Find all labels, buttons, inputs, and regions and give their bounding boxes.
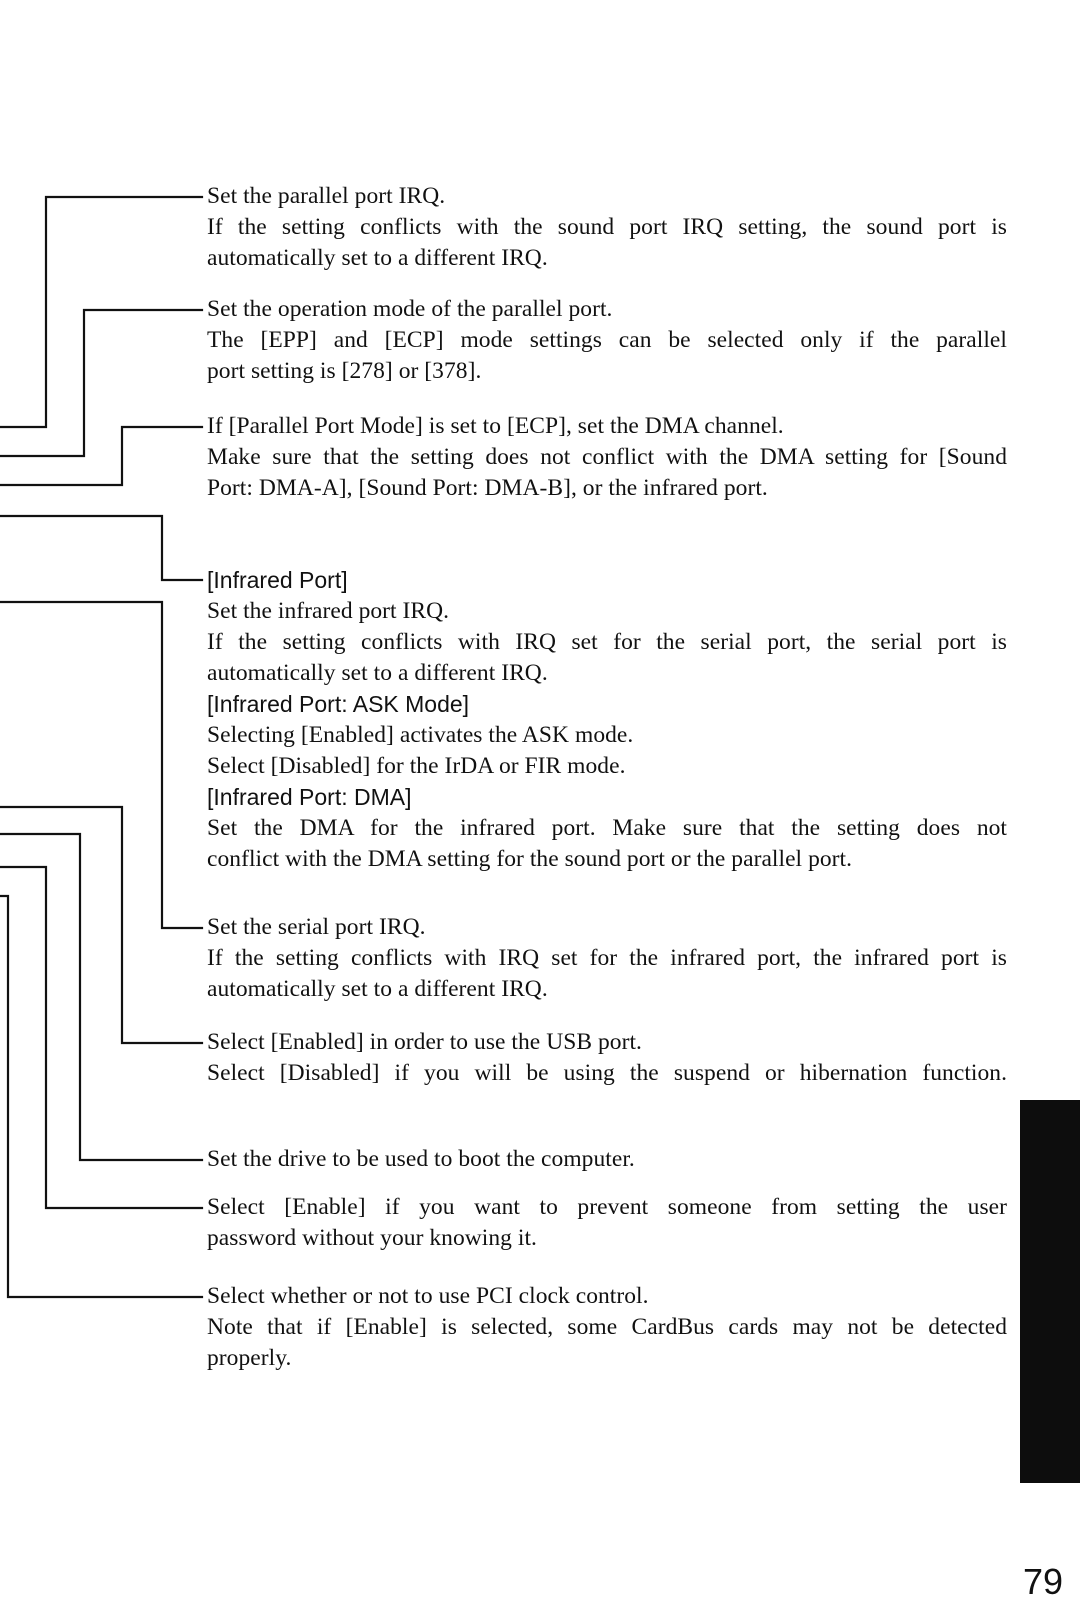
text-line: automatically set to a different IRQ.	[207, 245, 548, 271]
serial-port-irq-description	[207, 912, 1007, 1005]
text-line: Select whether or not to use PCI clock control.	[207, 1283, 649, 1309]
text-line: Set the drive to be used to boot the computer.	[207, 1146, 635, 1172]
text-line: conflict with the DMA setting for the sound port or the parallel port.	[207, 846, 853, 872]
text-line: Select [Disabled] for the IrDA or FIR mode.	[207, 753, 626, 779]
user-password-description	[207, 1192, 1007, 1254]
text-line: Set the operation mode of the parallel port.	[207, 296, 613, 322]
text-line: The [EPP] and [ECP] mode settings can be selected only if the parallel	[207, 327, 1007, 353]
text-line: Note that if [Enable] is selected, some CardBus cards may not be detected	[207, 1314, 1007, 1340]
text-line: Selecting [Enabled] activates the ASK mode.	[207, 722, 634, 748]
text-line: Port: DMA-A], [Sound Port: DMA-B], or the infrared port.	[207, 475, 768, 501]
text-line: Set the DMA for the infrared port. Make sure that the setting does not	[207, 815, 1007, 841]
boot-drive-description	[207, 1144, 1007, 1175]
leader-usb	[0, 807, 202, 1043]
usb-port-description	[207, 1027, 1007, 1089]
infrared-port-description	[207, 565, 1007, 875]
leader-parallel-irq	[0, 197, 202, 427]
chapter-thumb-tab	[1020, 1100, 1080, 1483]
pci-clock-description	[207, 1281, 1007, 1374]
page-number: 79	[1022, 1561, 1063, 1602]
leader-pci-clock	[0, 896, 202, 1297]
text-line: If the setting conflicts with the sound port IRQ setting, the sound port is	[207, 214, 1007, 240]
ask-mode-heading: [Infrared Port: ASK Mode]	[207, 691, 470, 717]
text-line: Make sure that the setting does not conflict with the DMA setting for [Sound	[207, 444, 1007, 470]
text-line: Select [Enabled] in order to use the USB port.	[207, 1029, 642, 1055]
text-line: automatically set to a different IRQ.	[207, 976, 548, 1002]
text-line: password without your knowing it.	[207, 1225, 537, 1251]
text-line: properly.	[207, 1345, 292, 1371]
infrared-dma-heading: [Infrared Port: DMA]	[207, 784, 412, 810]
parallel-port-mode-description	[207, 294, 1007, 387]
leader-serial-irq	[0, 602, 202, 928]
parallel-port-irq-description	[207, 181, 1007, 274]
text-line: port setting is [278] or [378].	[207, 358, 482, 384]
text-line: If the setting conflicts with IRQ set for the infrared port, the infrared port is	[207, 945, 1007, 971]
text-line: Select [Disabled] if you will be using the suspend or hibernation function.	[207, 1060, 1007, 1086]
text-line: Set the parallel port IRQ.	[207, 183, 446, 209]
text-line: If the setting conflicts with IRQ set for the serial port, the serial port is	[207, 629, 1007, 655]
text-line: Set the infrared port IRQ.	[207, 598, 450, 624]
text-line: Select [Enable] if you want to prevent someone from setting the user	[207, 1194, 1007, 1220]
leader-parallel-mode	[0, 310, 202, 456]
text-line: automatically set to a different IRQ.	[207, 660, 548, 686]
infrared-port-heading: [Infrared Port]	[207, 567, 348, 593]
leader-infrared-port	[0, 516, 202, 580]
text-line: If [Parallel Port Mode] is set to [ECP], set the DMA channel.	[207, 413, 784, 439]
text-line: Set the serial port IRQ.	[207, 914, 426, 940]
leader-user-password	[0, 867, 202, 1208]
leader-boot-drive	[0, 834, 202, 1160]
parallel-port-dma-description	[207, 411, 1007, 504]
